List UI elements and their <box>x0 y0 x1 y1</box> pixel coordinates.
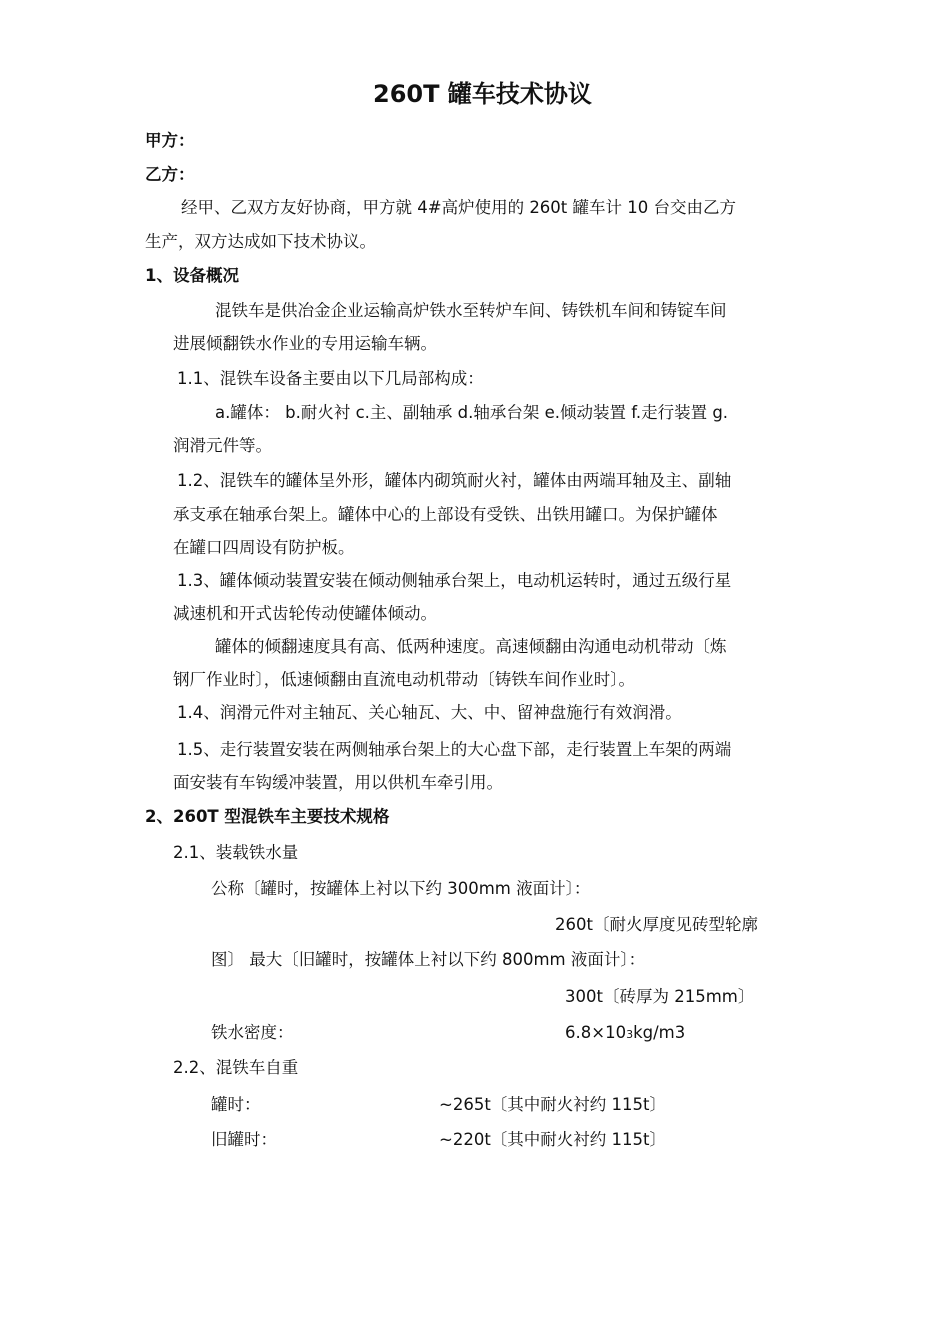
nominal-capacity-label: 公称〔罐时，按罐体上衬以下约 300mm 液面计〕： <box>211 879 591 898</box>
item-1-2-line-2: 承支承在轴承台架上。罐体中心的上部设有受铁、出铁用罐口。为保护罐体 <box>173 505 718 524</box>
nominal-capacity-value: 260t〔耐火厚度见砖型轮廓 <box>555 915 758 934</box>
tilt-speed-line-2: 钢厂作业时〕，低速倾翻由直流电动机带动〔铸铁车间作业时〕。 <box>173 670 635 689</box>
item-1-2-line-3: 在罐口四周设有防护板。 <box>173 538 355 557</box>
parts-line-2: 润滑元件等。 <box>173 436 272 455</box>
document-title: 260T 罐车技术协议 <box>373 80 592 108</box>
max-capacity-value: 300t〔砖厚为 215mm〕 <box>565 987 755 1006</box>
intro-line-2: 生产，双方达成如下技术协议。 <box>145 232 376 251</box>
item-1-3-line-1: 1.3、罐体倾动装置安装在倾动侧轴承台架上，电动机运转时，通过五级行星 <box>177 571 732 590</box>
intro-line-1: 经甲、乙双方友好协商，甲方就 4#高炉使用的 260t 罐车计 10 台交由乙方 <box>181 198 737 217</box>
new-tank-weight-label: 罐时： <box>211 1095 261 1114</box>
old-tank-weight-value: ~220t〔其中耐火衬约 115t〕 <box>439 1130 666 1149</box>
item-2-2: 2.2、混铁车自重 <box>173 1058 299 1077</box>
item-1-1: 1.1、混铁车设备主要由以下几局部构成： <box>177 369 484 388</box>
density-exponent: 3 <box>626 1028 634 1041</box>
item-1-5-line-2: 面安装有车钩缓冲装置，用以供机车牵引用。 <box>173 773 503 792</box>
item-1-3-line-2: 减速机和开式齿轮传动使罐体倾动。 <box>173 604 437 623</box>
party-a-label: 甲方： <box>145 131 195 150</box>
section-1-heading: 1、设备概况 <box>145 266 239 285</box>
section-2-heading: 2、260T 型混铁车主要技术规格 <box>145 807 390 826</box>
party-b-label: 乙方： <box>145 165 195 184</box>
new-tank-weight-value: ~265t〔其中耐火衬约 115t〕 <box>439 1095 666 1114</box>
item-1-5-line-1: 1.5、走行装置安装在两侧轴承台架上的大心盘下部，走行装置上车架的两端 <box>177 740 732 759</box>
item-1-4: 1.4、润滑元件对主轴瓦、关心轴瓦、大、中、留神盘施行有效润滑。 <box>177 703 682 722</box>
parts-line-1: a.罐体： b.耐火衬 c.主、副轴承 d.轴承台架 e.倾动装置 f.走行装置 g. <box>215 403 729 422</box>
section-1-para-line-2: 进展倾翻铁水作业的专用运输车辆。 <box>173 334 437 353</box>
item-2-1: 2.1、装载铁水量 <box>173 843 299 862</box>
section-1-para-line-1: 混铁车是供冶金企业运输高炉铁水至转炉车间、铸铁机车间和铸锭车间 <box>215 301 727 320</box>
density-label: 铁水密度： <box>211 1023 294 1042</box>
density-value: 6.8×103kg/m3 <box>565 1023 686 1042</box>
item-1-2-line-1: 1.2、混铁车的罐体呈外形，罐体内砌筑耐火衬，罐体由两端耳轴及主、副轴 <box>177 471 732 490</box>
old-tank-weight-label: 旧罐时： <box>211 1130 277 1149</box>
tilt-speed-line-1: 罐体的倾翻速度具有高、低两种速度。高速倾翻由沟通电动机带动〔炼 <box>215 637 727 656</box>
max-capacity-label: 图〕 最大〔旧罐时，按罐体上衬以下约 800mm 液面计〕： <box>211 950 646 969</box>
